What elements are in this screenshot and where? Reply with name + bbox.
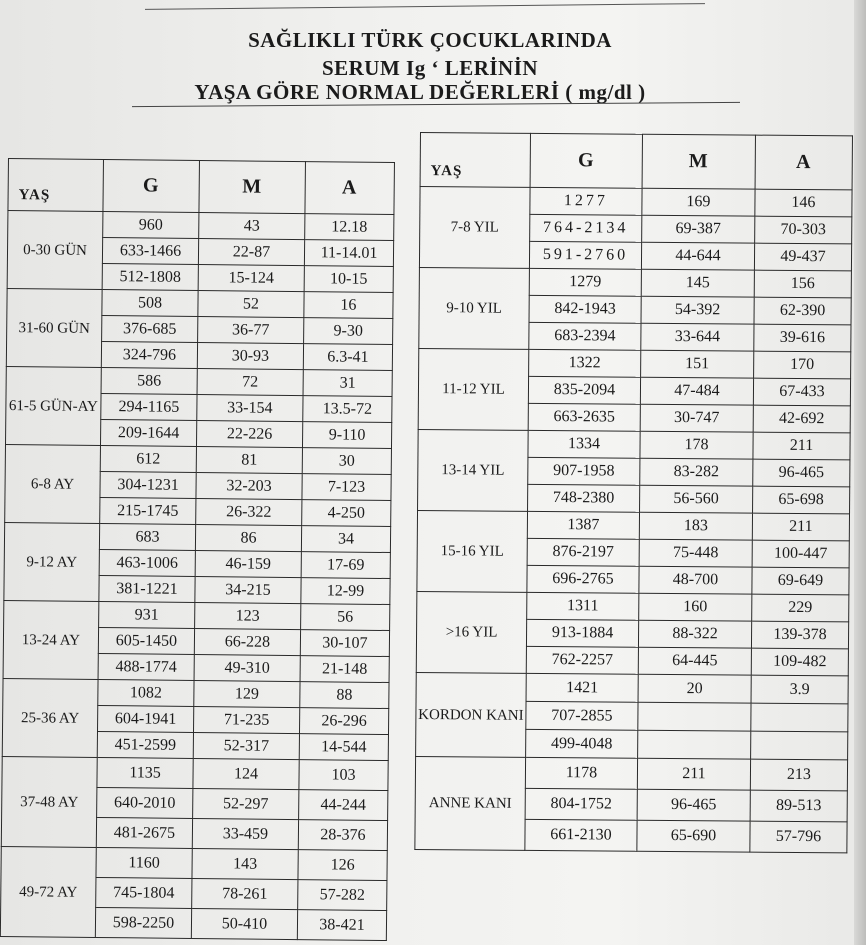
table-cell: 169 [642, 188, 755, 216]
table-cell: 604-1941 [97, 705, 193, 732]
table-cell: 9-30 [304, 318, 393, 345]
table-cell: 170 [754, 351, 851, 379]
table-cell: 1311 [527, 592, 639, 620]
age-label: 9-10 YIL [419, 267, 530, 349]
table-cell: 1279 [529, 268, 641, 296]
table-cell: 4-250 [302, 500, 391, 527]
table-cell: 86 [195, 524, 301, 551]
table-cell: 65-690 [637, 820, 750, 852]
table-cell: 707-2855 [526, 701, 638, 730]
table-cell: 160 [639, 593, 752, 621]
table-cell: 48-700 [639, 566, 752, 594]
table-cell: 508 [102, 289, 198, 316]
table-cell: 30-93 [197, 342, 303, 369]
table-cell: 488-1774 [98, 653, 194, 680]
table-cell: 633-1466 [102, 237, 198, 264]
table-cell: 304-1231 [100, 471, 196, 498]
table-cell: 49-437 [754, 243, 851, 271]
table-cell: 56 [301, 604, 390, 631]
table-cell: 463-1006 [99, 549, 195, 576]
table-cell: 124 [193, 758, 299, 789]
table-cell: 83-282 [640, 458, 753, 486]
table-cell: 39-616 [754, 324, 851, 352]
ig-table-right [414, 132, 853, 853]
table-cell: 156 [754, 270, 851, 298]
table-cell: 6.3-41 [303, 344, 392, 371]
table-cell: 66-228 [194, 628, 300, 655]
table-cell: 640-2010 [97, 787, 193, 818]
table-cell: 56-560 [640, 485, 753, 513]
table-cell: 52-297 [193, 788, 299, 819]
table-cell: 62-390 [754, 297, 851, 325]
table-cell: 586 [101, 367, 197, 394]
table-cell: 26-322 [196, 498, 302, 525]
table-cell: 46-159 [195, 550, 301, 577]
table-cell [638, 730, 751, 759]
table-cell: 43 [199, 213, 305, 240]
table-cell: 913-1884 [526, 619, 638, 647]
table-cell: 960 [103, 211, 199, 238]
table-cell: 47-484 [640, 377, 753, 405]
age-label: >16 YIL [416, 591, 527, 673]
table-cell: 211 [752, 513, 849, 541]
table-cell: 598-2250 [95, 907, 191, 938]
table-cell: 696-2765 [527, 565, 639, 593]
table-cell: 89-513 [750, 790, 847, 822]
table-cell: 96-465 [637, 789, 750, 821]
table-cell: 591-2760 [529, 241, 641, 269]
table-cell: 209-1644 [100, 419, 196, 446]
table-cell: 16 [304, 292, 393, 319]
table-cell: 762-2257 [526, 646, 638, 674]
table-cell: 1322 [529, 349, 641, 377]
table-cell: 324-796 [101, 341, 197, 368]
table-cell: 612 [100, 445, 196, 472]
age-label: 37-48 AY [1, 756, 97, 847]
table-cell: 1135 [97, 757, 193, 788]
table-cell: 211 [637, 758, 750, 790]
table-cell [751, 731, 848, 760]
table-cell: 126 [298, 850, 387, 881]
table-cell: 229 [752, 594, 849, 622]
table-cell: 9-110 [302, 422, 391, 449]
table-cell: 499-4048 [526, 729, 638, 758]
table-cell: 103 [299, 760, 388, 791]
table-cell: 294-1165 [101, 393, 197, 420]
table-cell: 7-123 [302, 474, 391, 501]
table-cell: 661-2130 [525, 819, 637, 851]
table-cell: 683 [99, 523, 195, 550]
table-cell: 842-1943 [529, 295, 641, 323]
age-label: 11-12 YIL [418, 348, 529, 430]
table-cell: 100-447 [752, 540, 849, 568]
table-cell: 34-215 [195, 576, 301, 603]
paper-edge-shadow [854, 0, 866, 945]
table-cell: 745-1804 [96, 877, 192, 908]
header-a: A [305, 162, 395, 215]
ig-table-left [0, 158, 395, 941]
table-cell: 75-448 [639, 539, 752, 567]
header-g: G [103, 160, 200, 213]
table-cell: 88-322 [638, 620, 751, 648]
table-cell: 30-747 [640, 404, 753, 432]
age-label: 6-8 AY [5, 444, 101, 523]
table-cell: 109-482 [751, 648, 848, 676]
table-cell: 1421 [526, 673, 638, 702]
table-cell: 31 [303, 370, 392, 397]
table-cell [751, 703, 848, 732]
table-cell: 44-644 [641, 242, 754, 270]
table-cell: 14-544 [299, 734, 388, 761]
age-label: ANNE KANI [415, 756, 526, 850]
table-cell: 57-282 [298, 880, 387, 911]
table-cell: 21-148 [300, 656, 389, 683]
age-label: 31-60 GÜN [6, 288, 102, 367]
table-cell: 26-296 [299, 708, 388, 735]
table-cell: 30-107 [300, 630, 389, 657]
age-label: 25-36 AY [2, 678, 98, 757]
table-cell: 52 [198, 290, 304, 317]
table-cell: 33-459 [192, 818, 298, 849]
header-age: YAŞ [420, 133, 530, 188]
table-cell: 178 [640, 431, 753, 459]
table-cell [638, 702, 751, 731]
header-a: A [755, 135, 852, 190]
table-cell: 38-421 [297, 910, 386, 941]
table-cell: 67-433 [753, 378, 850, 406]
table-cell: 36-77 [198, 316, 304, 343]
table-cell: 1082 [98, 679, 194, 706]
table-cell: 64-445 [638, 647, 751, 675]
table-cell: 57-796 [750, 821, 847, 853]
table-cell: 481-2675 [96, 817, 192, 848]
table-cell: 835-2094 [528, 376, 640, 404]
table-cell: 1387 [527, 511, 639, 539]
table-cell: 22-87 [198, 239, 304, 266]
table-cell: 451-2599 [97, 731, 193, 758]
table-cell: 748-2380 [528, 484, 640, 512]
table-cell: 1160 [96, 847, 192, 878]
table-cell: 123 [195, 602, 301, 629]
table-cell: 96-465 [753, 459, 850, 487]
age-label: 15-16 YIL [417, 510, 528, 592]
table-cell: 907-1958 [528, 457, 640, 485]
table-cell: 11-14.01 [304, 240, 393, 267]
table-cell: 143 [192, 848, 298, 879]
table-cell: 54-392 [641, 296, 754, 324]
table-cell: 70-303 [755, 216, 852, 244]
table-cell: 33-154 [197, 394, 303, 421]
table-cell: 34 [301, 526, 390, 553]
table-cell: 663-2635 [528, 403, 640, 431]
table-cell: 12.18 [305, 214, 394, 241]
table-cell: 88 [300, 682, 389, 709]
table-cell: 215-1745 [100, 497, 196, 524]
age-label: KORDON KANI [416, 672, 527, 757]
table-cell: 69-649 [752, 567, 849, 595]
table-cell: 65-698 [753, 486, 850, 514]
age-label: 61-5 GÜN-AY [5, 366, 101, 445]
table-cell: 211 [753, 432, 850, 460]
table-cell: 49-310 [194, 654, 300, 681]
table-cell: 3.9 [751, 675, 848, 704]
table-cell: 72 [197, 368, 303, 395]
table-cell: 69-387 [642, 215, 755, 243]
table-cell: 32-203 [196, 472, 302, 499]
table-cell: 1277 [530, 187, 642, 215]
table-cell: 804-1752 [525, 788, 637, 820]
header-m: M [642, 134, 755, 189]
table-cell: 17-69 [301, 552, 390, 579]
table-cell: 213 [750, 759, 847, 791]
table-cell: 20 [638, 674, 751, 703]
table-cell: 13.5-72 [303, 396, 392, 423]
title-line-3: YAŞA GÖRE NORMAL DEĞERLERİ ( mg/dl ) [194, 80, 646, 104]
table-cell: 764-2134 [530, 214, 642, 242]
table-cell: 683-2394 [529, 322, 641, 350]
age-label: 7-8 YIL [419, 187, 530, 269]
title-line-2: SERUM Ig ‘ LERİNİN [321, 56, 539, 80]
table-cell: 78-261 [192, 878, 298, 909]
table-cell: 1178 [525, 757, 637, 789]
table-cell: 30 [302, 448, 391, 475]
table-cell: 145 [641, 269, 754, 297]
table-cell: 28-376 [298, 820, 387, 851]
table-cell: 151 [641, 350, 754, 378]
table-cell: 81 [196, 446, 302, 473]
table-cell: 15-124 [198, 264, 304, 291]
age-label: 49-72 AY [0, 846, 96, 937]
table-cell: 376-685 [102, 315, 198, 342]
table-cell: 52-317 [193, 732, 299, 759]
table-cell: 876-2197 [527, 538, 639, 566]
table-cell: 129 [194, 680, 300, 707]
header-age: YAŞ [8, 159, 104, 212]
header-m: M [199, 161, 306, 214]
header-g: G [530, 133, 642, 188]
table-cell: 22-226 [196, 420, 302, 447]
table-cell: 512-1808 [102, 263, 198, 290]
age-label: 9-12 AY [4, 522, 100, 601]
table-cell: 42-692 [753, 405, 850, 433]
age-label: 0-30 GÜN [7, 211, 103, 290]
table-cell: 605-1450 [98, 627, 194, 654]
table-cell: 183 [639, 512, 752, 540]
table-cell: 10-15 [304, 266, 393, 293]
table-cell: 146 [755, 189, 852, 217]
age-label: 13-14 YIL [418, 429, 529, 511]
table-cell: 33-644 [641, 323, 754, 351]
table-cell: 50-410 [191, 908, 297, 939]
table-cell: 1334 [528, 430, 640, 458]
table-cell: 12-99 [301, 578, 390, 605]
table-cell: 381-1221 [99, 575, 195, 602]
table-cell: 931 [99, 601, 195, 628]
table-cell: 139-378 [751, 621, 848, 649]
age-label: 13-24 AY [3, 600, 99, 679]
title-line-1: SAĞLIKLI TÜRK ÇOCUKLARINDA [248, 28, 612, 52]
table-cell: 71-235 [193, 706, 299, 733]
table-cell: 44-244 [299, 790, 388, 821]
